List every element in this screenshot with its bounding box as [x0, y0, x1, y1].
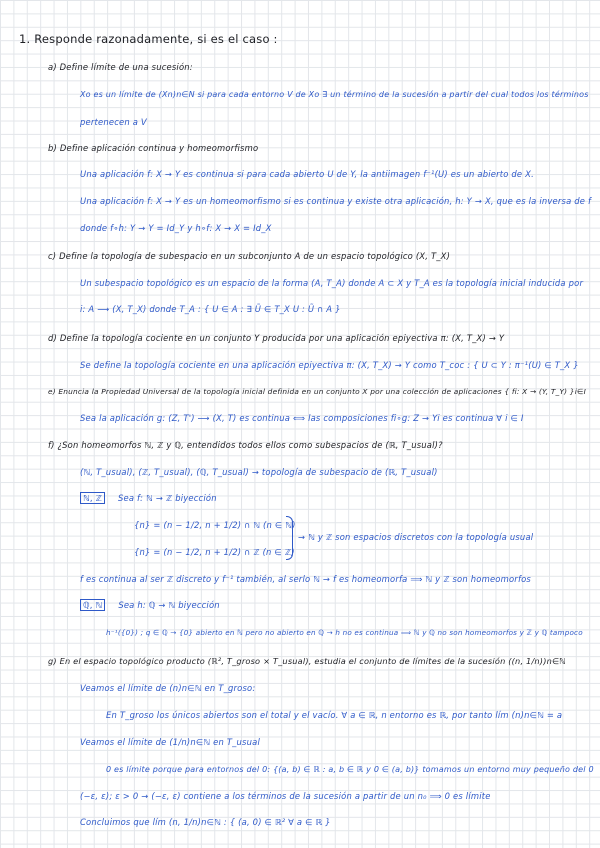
- right-brace: [286, 516, 293, 560]
- boxed-n-z: ℕ, ℤ: [80, 492, 105, 504]
- answer-b-line-1: Una aplicación f: X → Y es continua si para cada abierto U de Y, la antiimagen f⁻¹(U) es un abierto de X.: [80, 169, 534, 179]
- answer-f-line-continuity: f es continua al ser ℤ discreto y f⁻¹ también, al serlo ℕ → f es homeomorfa ⟹ ℕ y ℤ son homeomorfos: [80, 574, 531, 584]
- answer-g-conclusion: Concluimos que lím (n, 1/n)n∈ℕ : { (a, 0) ∈ ℝ² ∀ a ∈ ℝ }: [80, 817, 331, 827]
- question-b: b) Define aplicación continua y homeomorfismo: [48, 143, 259, 153]
- answer-f-block-1: [80, 493, 217, 504]
- discrete-conclusion: → ℕ y ℤ son espacios discretos con la topología usual: [298, 532, 534, 542]
- answer-b-line-3: donde f∘h: Y → Y = Id_Y y h∘f: X → X = Id_X: [80, 223, 272, 233]
- answer-d-line-1: Se define la topología cociente en una aplicación epiyectiva π: (X, T_X) → Y como T_coc : { U ⊂ Y : π⁻¹(U) ∈ T_X }: [80, 360, 579, 370]
- question-g: g) En el espacio topológico producto (ℝ², T_groso × T_usual), estudia el conjunto de límites de la sucesión ((n, 1/n))n∈ℕ: [48, 656, 567, 666]
- answer-e-line-1: Sea la aplicación g: (Z, T') ⟶ (X, T) es continua ⟺ las composiciones fi∘g: Z → Yi es continua ∀ i ∈ I: [80, 413, 524, 423]
- answer-c-line-1: Un subespacio topológico es un espacio de la forma (A, T_A) donde A ⊂ X y T_A es la topología inicial inducida por: [80, 278, 584, 288]
- answer-c-line-2: i: A ⟶ (X, T_X) donde T_A : { U ∈ A : ∃ Ũ ∈ T_X U : Ũ ∩ A }: [80, 304, 341, 314]
- question-a: a) Define límite de una sucesión:: [48, 62, 193, 72]
- answer-a-line-1: Xo es un límite de (Xn)n∈N si para cada entorno V de Xo ∃ un término de la sucesión a partir del cual todos los términos: [80, 90, 589, 99]
- answer-f-block-2: [80, 600, 220, 611]
- question-d: d) Define la topología cociente en un conjunto Y producida por una aplicación epiyectiva π: (X, T_X) → Y: [48, 333, 505, 343]
- singleton-z: {n} = (n − 1/2, n + 1/2) ∩ ℤ (n ∈ ℤ): [134, 547, 295, 557]
- question-f: f) ¿Son homeomorfos ℕ, ℤ y ℚ, entendidos todos ellos como subespacios de (ℝ, T_usual)?: [48, 440, 443, 450]
- answer-g-line-2: En T_groso los únicos abiertos son el total y el vacío. ∀ a ∈ ℝ, n entorno es ℝ, por tanto lím (n)n∈ℕ = a: [106, 710, 563, 720]
- question-c: c) Define la topología de subespacio en un subconjunto A de un espacio topológico (X, T_X): [48, 251, 451, 261]
- answer-b-line-2: Una aplicación f: X → Y es un homeomorfismo si es continua y existe otra aplicación, h: Y → X, que es la inversa de f: [80, 196, 592, 206]
- answer-f-line-1: (ℕ, T_usual), (ℤ, T_usual), (ℚ, T_usual) → topología de subespacio de (ℝ, T_usual): [80, 467, 438, 477]
- answer-g-line-3: Veamos el límite de (1/n)n∈ℕ en T_usual: [80, 737, 260, 747]
- answer-a-line-2: pertenecen a V: [80, 117, 147, 127]
- answer-g-line-1: Veamos el límite de (n)n∈ℕ en T_groso:: [80, 683, 256, 693]
- answer-f-bijection-2: Sea h: ℚ → ℕ biyección: [118, 600, 220, 610]
- exercise-title: 1. Responde razonadamente, si es el caso :: [19, 32, 278, 46]
- boxed-q-n: ℚ, ℕ: [80, 599, 105, 611]
- question-e: e) Enuncia la Propiedad Universal de la topología inicial definida en un conjunto X por una colección de aplicaciones { fi: X → (Y, T_Y) }i∈I: [48, 387, 586, 396]
- answer-f-line-last: h⁻¹({0}) ; q ∈ ℚ → {0} abierto en ℕ pero no abierto en ℚ → h no es continua ⟹ ℕ y ℚ no son homeomorfos y ℤ y ℚ tampoco: [106, 628, 583, 637]
- singleton-n: {n} = (n − 1/2, n + 1/2) ∩ ℕ (n ∈ ℕ): [134, 520, 296, 530]
- answer-f-bijection-1: Sea f: ℕ → ℤ biyección: [117, 493, 217, 503]
- answer-g-line-5: (−ε, ε); ε > 0 → (−ε, ε) contiene a los términos de la sucesión a partir de un n₀ ⟹ 0 es límite: [80, 791, 491, 801]
- answer-g-line-4: 0 es límite porque para entornos del 0: {(a, b) ∈ ℝ : a, b ∈ ℝ y 0 ∈ (a, b)} tomamos un entorno muy pequeño del 0: [106, 765, 594, 774]
